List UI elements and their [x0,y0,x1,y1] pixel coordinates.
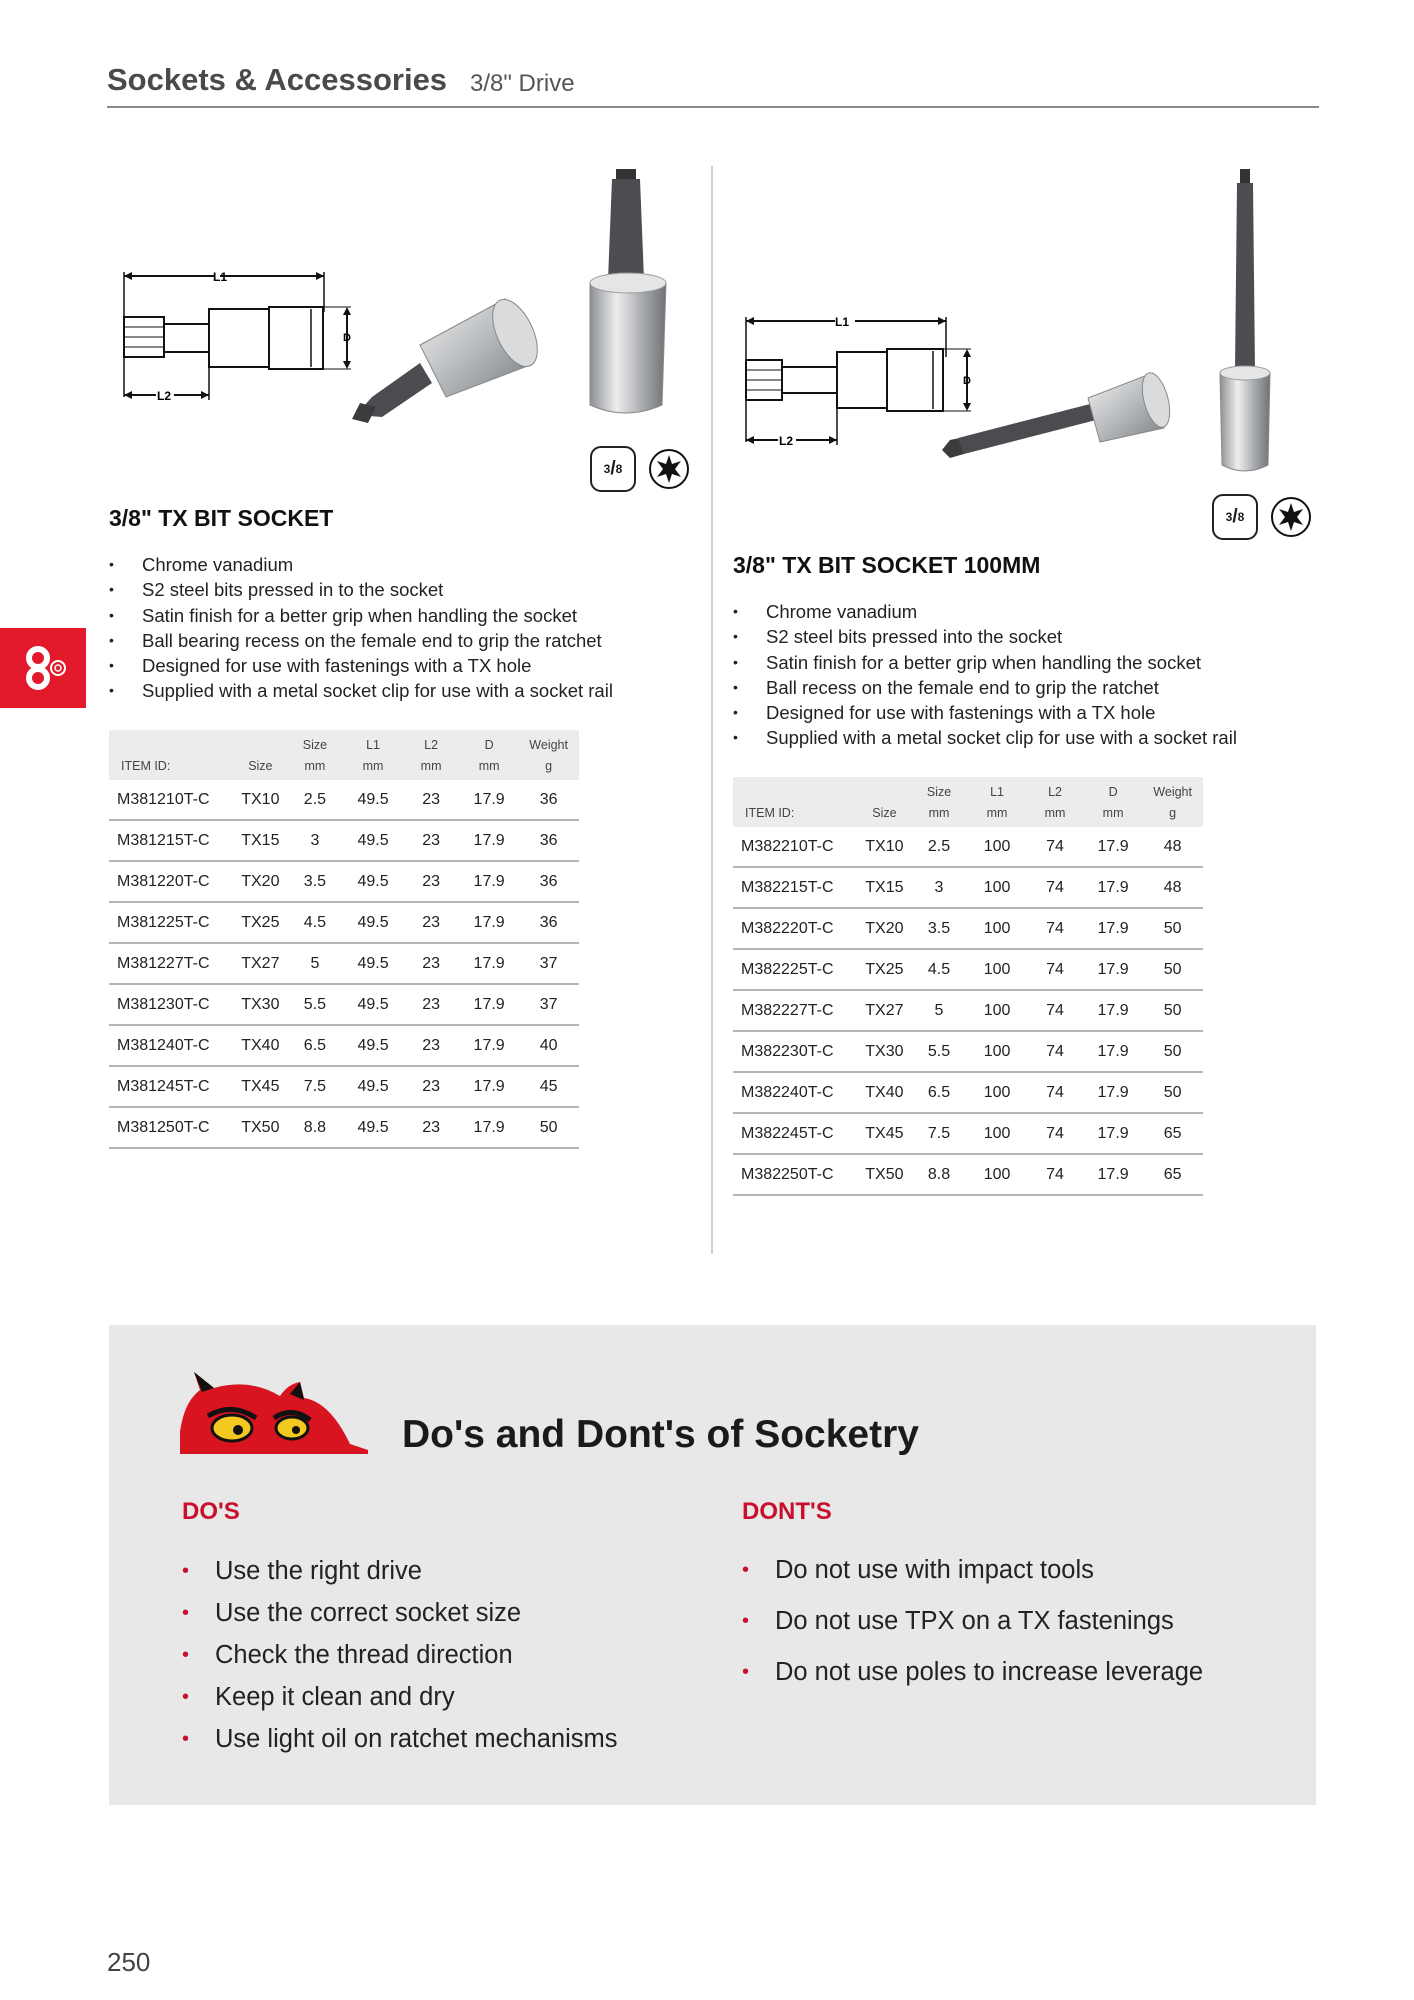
table-cell: 100 [968,867,1026,908]
table-cell: 17.9 [1084,1113,1142,1154]
feature-item: • Satin finish for a better grip when handling the socket [733,650,1313,675]
feature-item: • Chrome vanadium [109,552,669,577]
section-subtitle: 3/8" Drive [470,70,575,97]
feature-item: • S2 steel bits pressed in to the socket [109,577,669,602]
spec-table [733,777,1203,1196]
table-cell: 50 [1142,949,1203,990]
table-cell: TX15 [859,867,910,908]
table-cell: 8.8 [910,1154,968,1195]
table-cell: 100 [968,949,1026,990]
table-cell: 100 [968,908,1026,949]
table-cell: 17.9 [1084,1072,1142,1113]
table-row [109,943,579,984]
tx-bit-socket-100mm-upright-photo [1210,165,1280,480]
table-cell: 49.5 [344,820,402,861]
table-cell: 4.5 [910,949,968,990]
feature-item: • Satin finish for a better grip when handling the socket [109,603,669,628]
table-cell: 17.9 [460,820,518,861]
table-cell: 23 [402,820,460,861]
dont-item: • Do not use TPX on a TX fastenings [742,1596,1302,1647]
table-cell: 74 [1026,1031,1084,1072]
diagram-l1-label: L1 [213,270,228,284]
item-id-cell: M381245T-C [109,1066,235,1107]
item-id-cell: M381230T-C [109,984,235,1025]
table-cell: 23 [402,902,460,943]
product-title: 3/8" TX BIT SOCKET 100MM [733,552,1041,578]
drive-size-badge: 3 / 8 [1212,494,1258,540]
do-item: • Use the right drive [182,1550,722,1592]
table-cell: 65 [1142,1154,1203,1195]
table-row [733,1072,1203,1113]
col-header: Size [859,777,910,827]
table-cell: 7.5 [286,1066,344,1107]
diagram-d-label: D [963,375,971,387]
table-cell: 23 [402,943,460,984]
page-number: 250 [107,1947,151,1977]
table-cell: 49.5 [344,1066,402,1107]
spec-table-body [733,827,1203,1195]
table-cell: 5 [286,943,344,984]
spec-table [109,730,579,1149]
diagram-l2-label: L2 [157,389,172,403]
table-row [109,861,579,902]
item-id-cell: M381220T-C [109,861,235,902]
table-row [109,820,579,861]
table-row [733,867,1203,908]
feature-item: • Designed for use with fastenings with a TX hole [109,653,669,678]
col-header: Weight g [1142,777,1203,827]
table-cell: 4.5 [286,902,344,943]
table-cell: 17.9 [460,1025,518,1066]
table-cell: TX45 [859,1113,910,1154]
table-cell: 74 [1026,1072,1084,1113]
table-cell: 74 [1026,949,1084,990]
section-title: Sockets & Accessories [107,62,448,97]
table-row [733,1154,1203,1195]
socket-category-icon [0,628,86,708]
table-cell: 49.5 [344,861,402,902]
table-cell: 17.9 [1084,990,1142,1031]
table-cell: TX27 [235,943,286,984]
table-row [733,827,1203,867]
diagram-d-label: D [343,332,351,344]
item-id-cell: M382227T-C [733,990,859,1031]
table-row [109,780,579,820]
table-cell: 17.9 [460,943,518,984]
do-item: • Check the thread direction [182,1634,722,1676]
col-header: D mm [460,730,518,780]
table-cell: 8.8 [286,1107,344,1148]
table-cell: 17.9 [1084,867,1142,908]
col-header: D mm [1084,777,1142,827]
table-cell: 17.9 [1084,1154,1142,1195]
table-cell: 74 [1026,1113,1084,1154]
table-cell: 17.9 [460,861,518,902]
header-rule [107,106,1319,108]
category-side-tab [0,628,86,708]
item-id-cell: M381250T-C [109,1107,235,1148]
table-cell: TX50 [235,1107,286,1148]
table-row [733,1113,1203,1154]
table-cell: 17.9 [460,1107,518,1148]
col-header: ITEM ID: [109,730,235,780]
table-header-row [109,730,579,780]
table-cell: 7.5 [910,1113,968,1154]
table-cell: 5 [910,990,968,1031]
col-header: Size [235,730,286,780]
table-cell: 23 [402,1025,460,1066]
drive-size-badge: 3 / 8 [590,446,636,492]
table-cell: 74 [1026,867,1084,908]
feature-item: • Ball bearing recess on the female end to grip the ratchet [109,628,669,653]
table-cell: 48 [1142,867,1203,908]
table-cell: TX10 [859,827,910,867]
table-row [733,1031,1203,1072]
donts-heading: DONT'S [742,1498,832,1525]
table-cell: 37 [518,984,579,1025]
tx-bit-socket-diagram [115,262,360,412]
table-cell: 23 [402,780,460,820]
col-header: Size mm [286,730,344,780]
table-cell: 3 [286,820,344,861]
item-id-cell: M382225T-C [733,949,859,990]
do-item: • Use the correct socket size [182,1592,722,1634]
table-cell: 36 [518,820,579,861]
table-cell: 5.5 [286,984,344,1025]
table-cell: 49.5 [344,943,402,984]
table-cell: 17.9 [1084,827,1142,867]
feature-item: • Ball recess on the female end to grip the ratchet [733,675,1313,700]
column-divider [711,166,713,1254]
do-item: • Keep it clean and dry [182,1676,722,1718]
do-item: • Use light oil on ratchet mechanisms [182,1718,722,1760]
table-cell: TX50 [859,1154,910,1195]
table-cell: 23 [402,1107,460,1148]
table-row [109,1025,579,1066]
table-cell: 74 [1026,990,1084,1031]
item-id-cell: M382210T-C [733,827,859,867]
item-id-cell: M382215T-C [733,867,859,908]
item-id-cell: M381240T-C [109,1025,235,1066]
table-cell: TX40 [859,1072,910,1113]
tx-bit-socket-100mm-photo [940,368,1200,468]
table-cell: TX20 [235,861,286,902]
feature-item: • S2 steel bits pressed into the socket [733,624,1313,649]
table-cell: TX25 [859,949,910,990]
table-cell: 3.5 [910,908,968,949]
tx-bit-socket-photo [350,285,565,425]
table-cell: 17.9 [1084,908,1142,949]
table-cell: 17.9 [1084,949,1142,990]
table-cell: 49.5 [344,984,402,1025]
col-header: L2 mm [402,730,460,780]
table-cell: 17.9 [460,984,518,1025]
product-title: 3/8" TX BIT SOCKET [109,505,334,531]
table-row [733,908,1203,949]
col-header: L2 mm [1026,777,1084,827]
table-cell: TX40 [235,1025,286,1066]
table-cell: 17.9 [460,902,518,943]
table-cell: TX10 [235,780,286,820]
table-row [109,1107,579,1148]
table-cell: 2.5 [910,827,968,867]
torx-star-icon [1270,496,1312,538]
table-cell: 17.9 [460,780,518,820]
feature-item: • Designed for use with fastenings with a TX hole [733,700,1313,725]
dos-list [182,1550,722,1760]
table-cell: 50 [1142,1072,1203,1113]
col-header: ITEM ID: [733,777,859,827]
table-cell: 36 [518,902,579,943]
item-id-cell: M382240T-C [733,1072,859,1113]
product-feature-list [733,599,1313,751]
table-cell: 17.9 [460,1066,518,1107]
table-row [109,902,579,943]
item-id-cell: M381227T-C [109,943,235,984]
torx-star-icon [648,448,690,490]
table-cell: 65 [1142,1113,1203,1154]
spec-table-body [109,780,579,1148]
item-id-cell: M382245T-C [733,1113,859,1154]
col-header: L1 mm [968,777,1026,827]
table-cell: 2.5 [286,780,344,820]
table-cell: 3.5 [286,861,344,902]
table-cell: 100 [968,1113,1026,1154]
table-cell: 36 [518,861,579,902]
table-cell: 74 [1026,1154,1084,1195]
table-cell: 48 [1142,827,1203,867]
dos-heading: DO'S [182,1498,240,1525]
table-cell: 40 [518,1025,579,1066]
item-id-cell: M382220T-C [733,908,859,949]
table-cell: 100 [968,1072,1026,1113]
table-row [733,949,1203,990]
table-cell: TX30 [235,984,286,1025]
item-id-cell: M382230T-C [733,1031,859,1072]
table-cell: 49.5 [344,780,402,820]
item-id-cell: M381215T-C [109,820,235,861]
item-id-cell: M381210T-C [109,780,235,820]
table-cell: 36 [518,780,579,820]
tx-bit-socket-upright-photo [582,165,674,425]
table-cell: 49.5 [344,1025,402,1066]
product-feature-list [109,552,669,704]
table-cell: TX25 [235,902,286,943]
table-header-row [733,777,1203,827]
feature-item: • Supplied with a metal socket clip for use with a socket rail [733,725,1313,750]
table-cell: 3 [910,867,968,908]
table-row [109,1066,579,1107]
table-cell: 100 [968,990,1026,1031]
table-cell: TX30 [859,1031,910,1072]
table-cell: TX20 [859,908,910,949]
table-cell: 6.5 [910,1072,968,1113]
item-id-cell: M381225T-C [109,902,235,943]
table-cell: 49.5 [344,1107,402,1148]
table-cell: TX15 [235,820,286,861]
donts-list [742,1545,1302,1698]
col-header: L1 mm [344,730,402,780]
table-cell: 23 [402,984,460,1025]
col-header: Weight g [518,730,579,780]
tips-title: Do's and Dont's of Socketry [402,1413,919,1456]
table-cell: 74 [1026,908,1084,949]
table-cell: 50 [1142,990,1203,1031]
table-cell: 100 [968,1154,1026,1195]
table-cell: 50 [1142,1031,1203,1072]
table-cell: 23 [402,1066,460,1107]
feature-item: • Supplied with a metal socket clip for use with a socket rail [109,678,669,703]
table-row [733,990,1203,1031]
table-cell: 50 [1142,908,1203,949]
table-cell: 17.9 [1084,1031,1142,1072]
table-cell: 37 [518,943,579,984]
table-cell: 5.5 [910,1031,968,1072]
table-cell: 45 [518,1066,579,1107]
feature-item: • Chrome vanadium [733,599,1313,624]
item-id-cell: M382250T-C [733,1154,859,1195]
col-header: Size mm [910,777,968,827]
table-cell: 49.5 [344,902,402,943]
table-cell: 74 [1026,827,1084,867]
table-cell: 100 [968,827,1026,867]
table-cell: TX45 [235,1066,286,1107]
table-cell: 6.5 [286,1025,344,1066]
table-cell: 50 [518,1107,579,1148]
dont-item: • Do not use poles to increase leverage [742,1647,1302,1698]
dont-item: • Do not use with impact tools [742,1545,1302,1596]
diagram-l2-label: L2 [779,434,794,448]
table-cell: TX27 [859,990,910,1031]
table-cell: 23 [402,861,460,902]
table-row [109,984,579,1025]
table-cell: 100 [968,1031,1026,1072]
devil-mascot-logo [180,1372,370,1454]
diagram-l1-label: L1 [835,315,850,329]
